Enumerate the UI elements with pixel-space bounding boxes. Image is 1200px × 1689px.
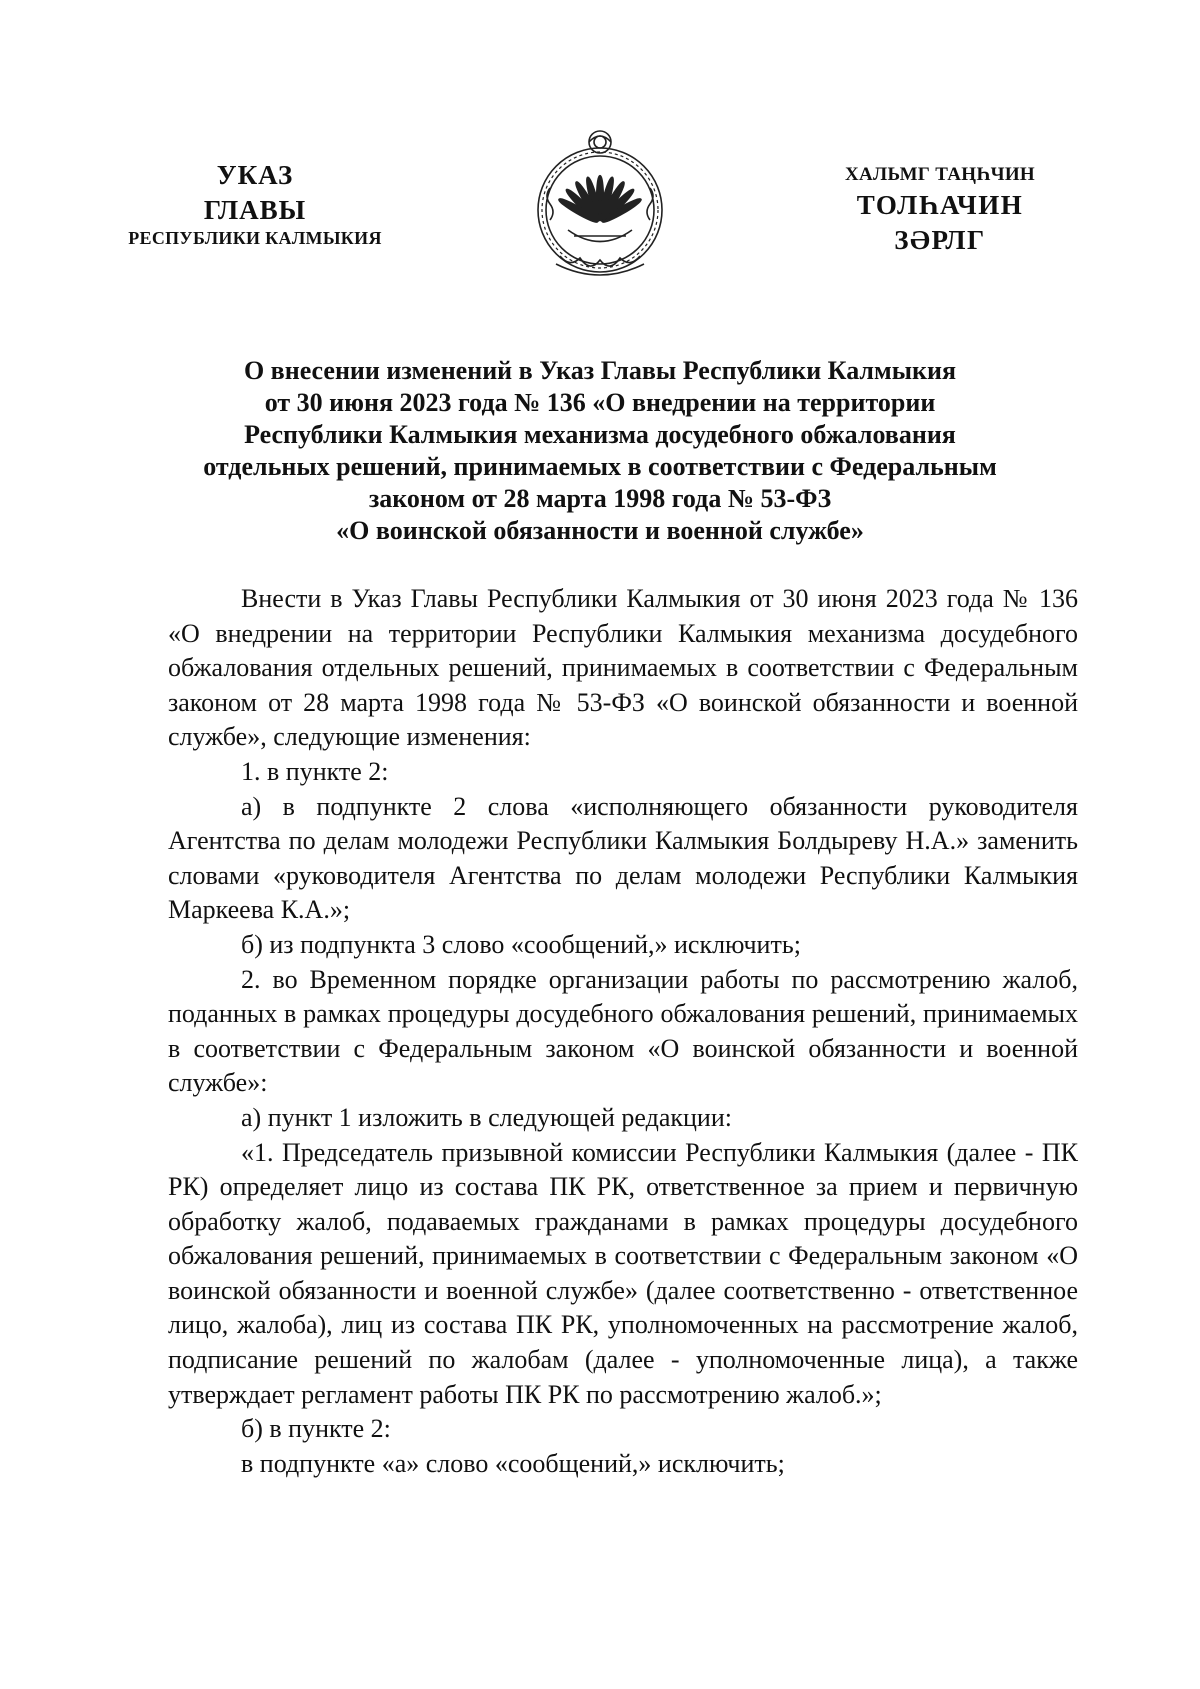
header-kalmyk-line-2: ТОЛҺАЧИН	[856, 189, 1024, 220]
paragraph-item-2b: б) в пункте 2:	[241, 1414, 391, 1444]
title-line: Республики Калмыкия механизма досудебного обжалования	[244, 420, 956, 449]
paragraph-intro: Внести в Указ Главы Республики Калмыкия от 30 июня 2023 года № 136 «О внедрении на территории Республики Калмыкия механизма досудебного обжалования отдельных решений, принимаемых в соответствии с Федеральным законом от 28 марта 1998 года № 53-ФЗ «О воинской обязанности и военной службе», следующие изменения:	[168, 584, 1078, 752]
coat-of-arms-icon	[530, 128, 670, 288]
paragraph-item-1a: а) в подпункте 2 слова «исполняющего обязанности руководителя Агентства по делам молодежи Республики Калмыкия Болдыреву Н.А.» заменить словами «руководителя Агентства по делам молодежи Республики Калмыкия Маркеева К.А.»;	[168, 791, 1078, 925]
paragraph-item-2b-text: в подпункте «а» слово «сообщений,» исключить;	[241, 1448, 785, 1478]
header-ukaz: УКАЗ	[216, 160, 294, 190]
title-line: законом от 28 марта 1998 года № 53-ФЗ	[368, 484, 832, 513]
paragraph-item-1: 1. в пункте 2:	[241, 756, 389, 786]
decree-header-right	[820, 163, 1060, 258]
paragraph-item-2a-text: «1. Председатель призывной комиссии Республики Калмыкия (далее - ПК РК) определяет лицо из состава ПК РК, ответственное за прием и первичную обработку жалоб, подаваемых гражданами в рамках процедуры досудебного обжалования решений, принимаемых в соответствии с Федеральным законом «О воинской обязанности и военной службе» (далее соответственно - ответственное лицо, жалоба), лиц из состава ПК РК, уполномоченных на рассмотрение жалоб, подписание решений по жалобам (далее - уполномоченные лица), а также утверждает регламент работы ПК РК по рассмотрению жалоб.»;	[168, 1137, 1078, 1409]
paragraph-item-2a: а) пункт 1 изложить в следующей редакции:	[241, 1102, 732, 1132]
header-kalmyk-line-1: ХАЛЬМГ ТАҢҺЧИН	[844, 164, 1036, 185]
paragraph-item-1b: б) из подпункта 3 слово «сообщений,» исключить;	[241, 929, 801, 959]
title-line: «О воинской обязанности и военной службе»	[336, 516, 864, 545]
header-republic: РЕСПУБЛИКИ КАЛМЫКИЯ	[128, 228, 382, 249]
decree-title	[150, 355, 1050, 547]
title-line: отдельных решений, принимаемых в соответствии с Федеральным	[203, 452, 997, 481]
header-glavy: ГЛАВЫ	[203, 194, 307, 225]
title-line: от 30 июня 2023 года № 136 «О внедрении на территории	[264, 388, 936, 417]
paragraph-item-2: 2. во Временном порядке организации работы по рассмотрению жалоб, поданных в рамках процедуры досудебного обжалования решений, принимаемых в соответствии с Федеральным законом «О воинской обязанности и военной службе»:	[168, 964, 1078, 1098]
decree-header-left	[90, 158, 420, 250]
title-line: О внесении изменений в Указ Главы Республики Калмыкия	[243, 356, 957, 385]
header-kalmyk-line-3: ЗӘРЛГ	[894, 224, 986, 255]
decree-body	[168, 582, 1078, 1481]
